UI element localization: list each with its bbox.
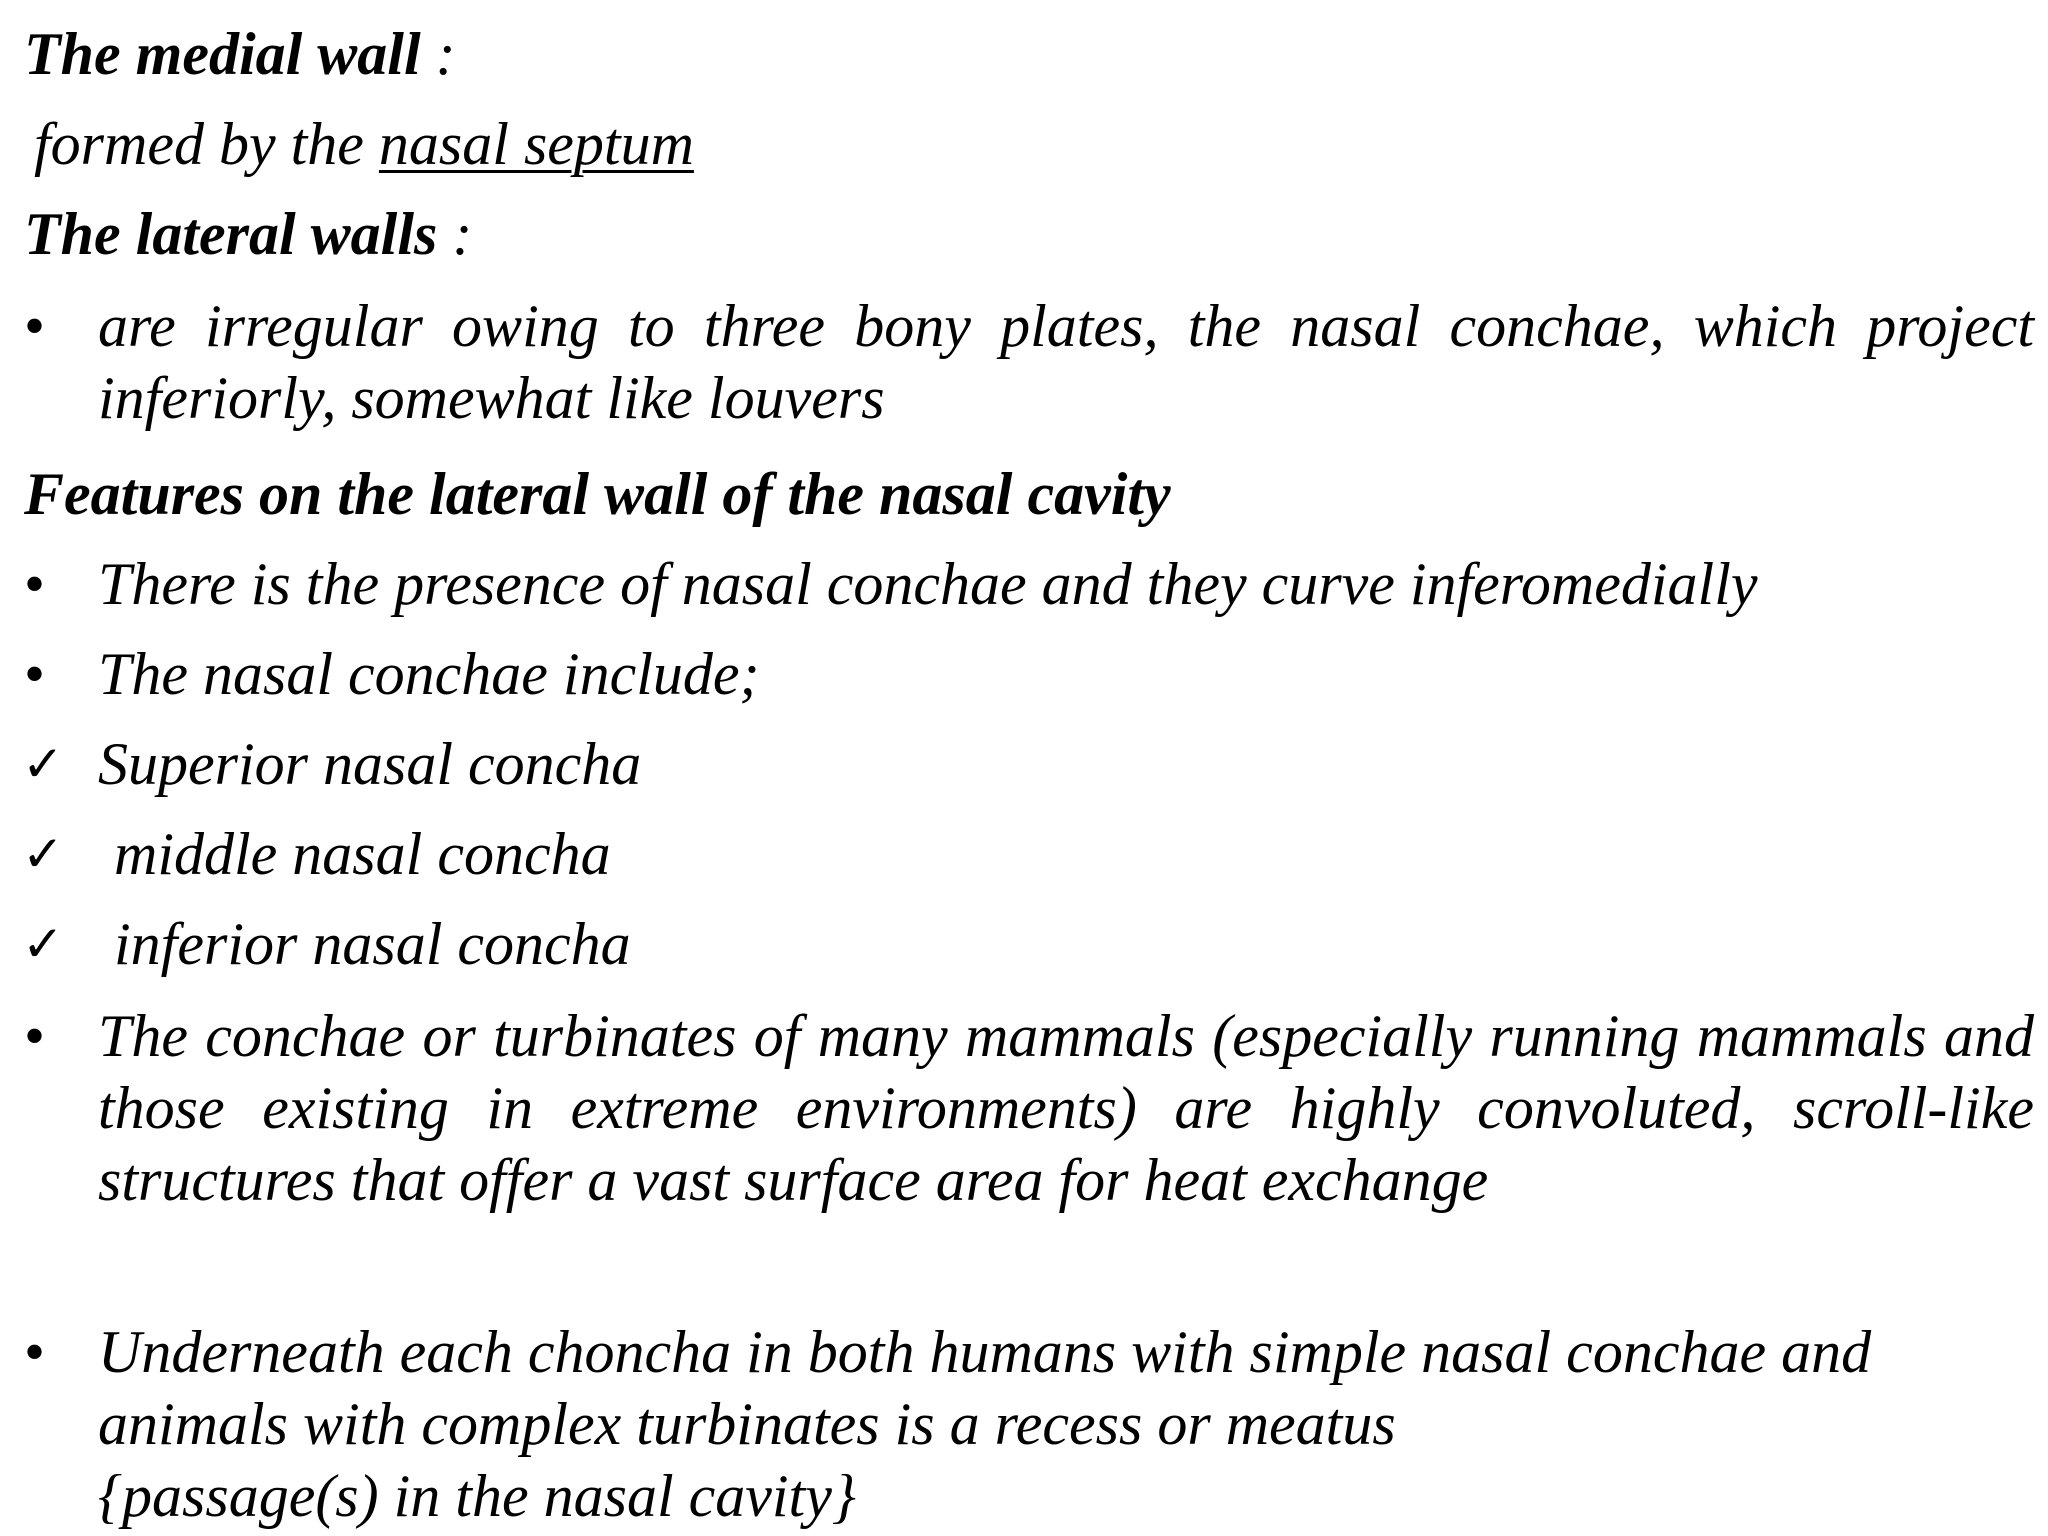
check-icon: ✓: [22, 825, 64, 883]
lateral-walls-heading: [24, 198, 472, 270]
bullet-marker: •: [24, 1003, 46, 1069]
features-heading: Features on the lateral wall of the nasal cavity: [24, 461, 1171, 527]
features-bullet-2-text: The nasal conchae include;: [98, 641, 760, 707]
meatus-bullet-text: [98, 1316, 2034, 1532]
concha-check-3-text: inferior nasal concha: [114, 911, 631, 977]
medial-wall-heading: [24, 18, 456, 90]
meatus-bullet-passage: {passage(s) in the nasal cavity}: [98, 1463, 856, 1529]
check-icon: ✓: [22, 915, 64, 973]
bullet-marker: •: [24, 293, 46, 359]
concha-check-1-text: Superior nasal concha: [98, 731, 642, 797]
medial-wall-title: The medial wall: [24, 21, 421, 87]
bullet-marker: •: [24, 641, 46, 707]
lateral-walls-bullet-text: are irregular owing to three bony plates, the nasal conchae, which project inferiorly, somewhat like louvers: [98, 293, 2034, 431]
turbinates-bullet-text: The conchae or turbinates of many mammals (especially running mammals and those existing in extreme environments) are highly convoluted, scroll-like structures that offer a vast surface area for heat exchange: [98, 1003, 2034, 1213]
features-bullet-1-text: There is the presence of nasal conchae and they curve inferomedially: [98, 551, 1758, 617]
bullet-marker: •: [24, 1319, 46, 1385]
check-icon: ✓: [22, 735, 64, 793]
medial-wall-colon: :: [420, 21, 456, 87]
bullet-marker: •: [24, 551, 46, 617]
lateral-walls-title: The lateral walls: [24, 201, 438, 267]
medial-wall-prefix: formed by the: [34, 111, 379, 177]
medial-wall-description: [34, 108, 694, 180]
meatus-bullet-main: Underneath each choncha in both humans with simple nasal conchae and animals with complex turbinates is a recess or meatus: [98, 1319, 1872, 1457]
lateral-walls-colon: :: [437, 201, 473, 267]
nasal-septum-term: nasal septum: [378, 111, 694, 177]
concha-check-2-text: middle nasal concha: [114, 821, 611, 887]
